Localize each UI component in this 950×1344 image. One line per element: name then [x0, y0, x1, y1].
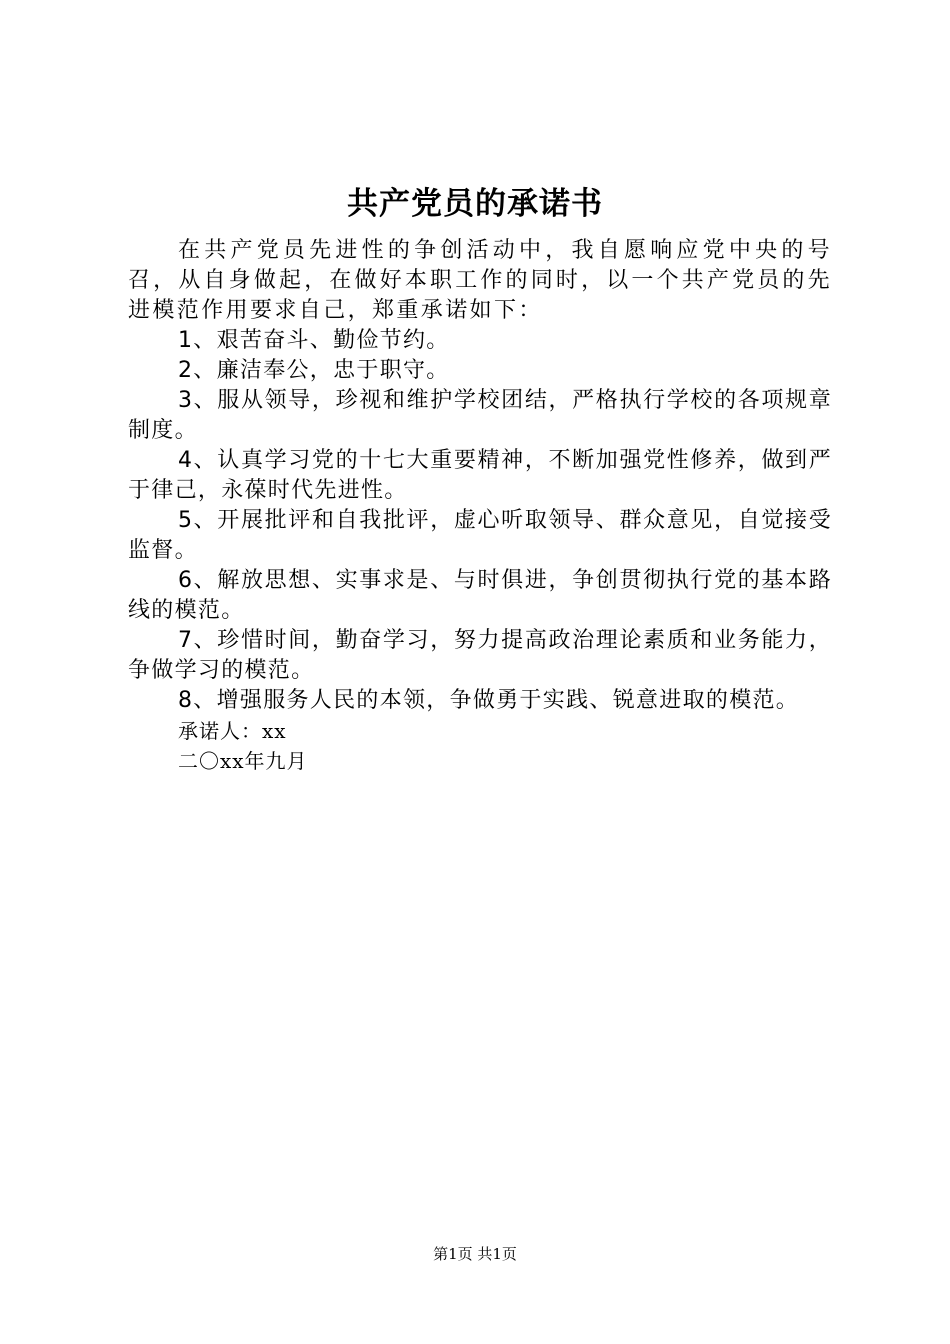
- pledge-item-1: 1、艰苦奋斗、勤俭节约。: [178, 328, 450, 353]
- document-title: 共产党员的承诺书: [347, 186, 603, 222]
- pledge-item-4: 4、认真学习党的十七大重要精神，不断加强党性修养，做到严于律己，永葆时代先进性。: [128, 448, 832, 503]
- pledge-item-7: 7、珍惜时间，勤奋学习，努力提高政治理论素质和业务能力，争做学习的模范。: [128, 628, 832, 683]
- pledge-item-3: 3、服从领导，珍视和维护学校团结，严格执行学校的各项规章制度。: [128, 388, 832, 443]
- pledge-item-5: 5、开展批评和自我批评，虚心听取领导、群众意见，自觉接受监督。: [128, 508, 832, 563]
- signature-line: 承诺人：xx: [178, 719, 287, 743]
- pledge-item-8: 8、增强服务人民的本领，争做勇于实践、锐意进取的模范。: [178, 688, 800, 713]
- intro-paragraph: 在共产党员先进性的争创活动中，我自愿响应党中央的号召，从自身做起，在做好本职工作的同时，以一个共产党员的先进模范作用要求自己，郑重承诺如下：: [128, 238, 832, 323]
- page-footer: 第1页 共1页: [433, 1245, 517, 1263]
- date-line: 二〇xx年九月: [178, 749, 308, 773]
- document-body: [128, 236, 832, 776]
- pledge-item-2: 2、廉洁奉公，忠于职守。: [178, 358, 450, 383]
- pledge-item-6: 6、解放思想、实事求是、与时俱进，争创贯彻执行党的基本路线的模范。: [128, 568, 832, 623]
